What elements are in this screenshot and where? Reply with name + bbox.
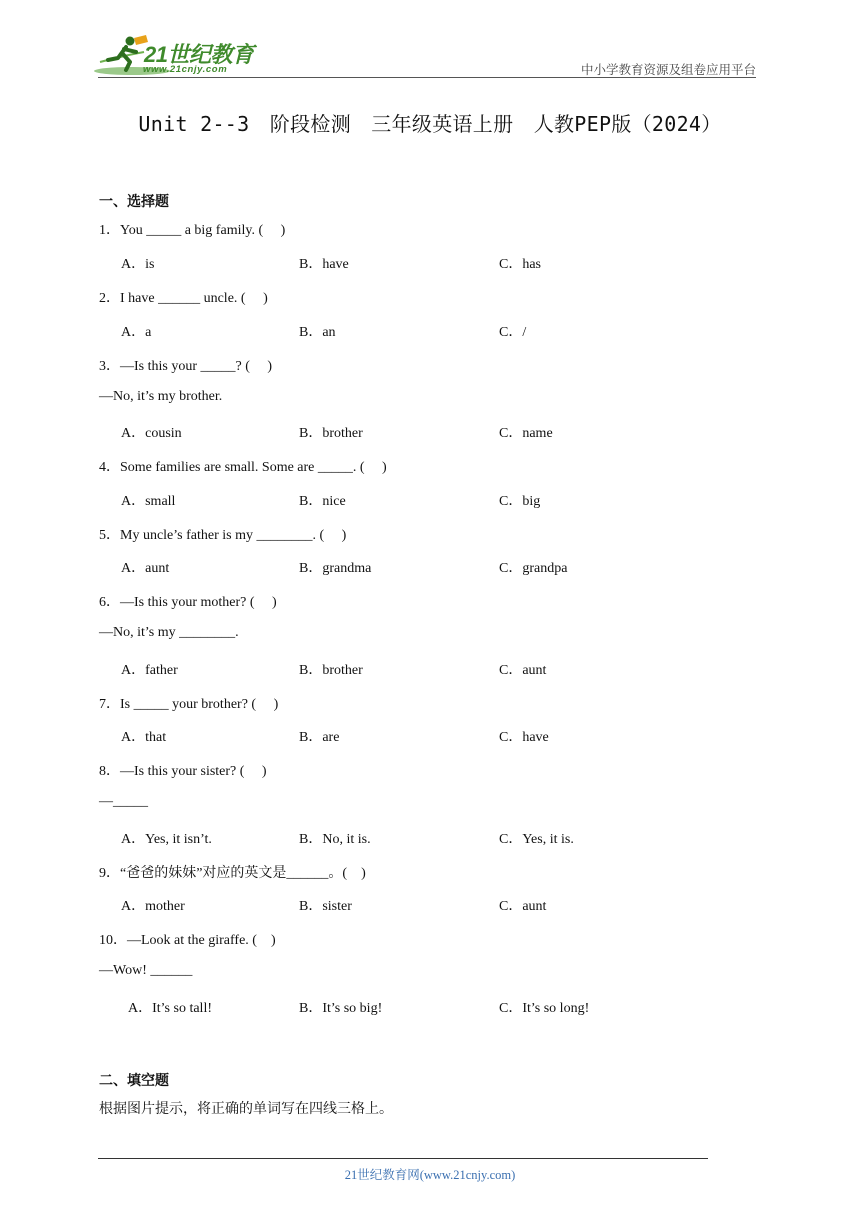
question-6-option-a[interactable]: A．father xyxy=(121,663,178,678)
section-heading-fill-blank: 二、填空题 xyxy=(99,1073,169,1089)
section-2-instruction: 根据图片提示，将正确的单词写在四线三格上。 xyxy=(99,1102,393,1117)
question-6-stem: 6．—Is this your mother? ( ) xyxy=(99,595,277,610)
question-2-option-b[interactable]: B．an xyxy=(299,325,336,340)
footer-link[interactable]: 21世纪教育网(www.21cnjy.com) xyxy=(344,1168,516,1182)
question-3-option-c[interactable]: C．name xyxy=(499,426,553,441)
logo-url: www.21cnjy.com xyxy=(143,64,228,75)
question-3-answer-line: —No, it’s my brother. xyxy=(99,389,223,404)
section-heading-choice: 一、选择题 xyxy=(99,194,169,210)
footer-divider xyxy=(98,1158,708,1159)
question-8-option-c[interactable]: C．Yes, it is. xyxy=(499,832,574,847)
question-2-option-c[interactable]: C．/ xyxy=(499,325,527,340)
question-9-stem: 9．“爸爸的妹妹”对应的英文是______。( ) xyxy=(99,866,366,881)
question-10-answer-line: —Wow! ______ xyxy=(99,963,193,978)
question-10-stem: 10．—Look at the giraffe. ( ) xyxy=(99,933,276,948)
question-2-stem: 2．I have ______ uncle. ( ) xyxy=(99,291,268,306)
question-6-option-c[interactable]: C．aunt xyxy=(499,663,547,678)
question-7-stem: 7．Is _____ your brother? ( ) xyxy=(99,697,279,712)
question-10-option-c[interactable]: C．It’s so long! xyxy=(499,1001,590,1016)
question-8-answer-line: —_____ xyxy=(99,794,148,809)
question-7-option-a[interactable]: A．that xyxy=(121,730,167,745)
question-3-stem: 3．—Is this your _____? ( ) xyxy=(99,359,273,374)
question-1-option-b[interactable]: B．have xyxy=(299,257,349,272)
question-5-option-c[interactable]: C．grandpa xyxy=(499,561,568,576)
question-1-stem: 1．You _____ a big family. ( ) xyxy=(99,223,286,238)
question-6-answer-line: —No, it’s my ________. xyxy=(99,625,239,640)
question-5-stem: 5．My uncle’s father is my ________. ( ) xyxy=(99,528,347,543)
page-title: Unit 2--3 阶段检测 三年级英语上册 人教PEP版（2024） xyxy=(138,112,722,136)
question-3-option-a[interactable]: A．cousin xyxy=(121,426,182,441)
question-5-option-a[interactable]: A．aunt xyxy=(121,561,170,576)
question-10-option-a[interactable]: A．It’s so tall! xyxy=(128,1001,212,1016)
question-4-option-b[interactable]: B．nice xyxy=(299,494,346,509)
question-9-option-b[interactable]: B．sister xyxy=(299,899,352,914)
question-5-option-b[interactable]: B．grandma xyxy=(299,561,372,576)
question-1-option-a[interactable]: A．is xyxy=(121,257,155,272)
question-4-option-a[interactable]: A．small xyxy=(121,494,176,509)
question-2-option-a[interactable]: A．a xyxy=(121,325,152,340)
question-9-option-c[interactable]: C．aunt xyxy=(499,899,547,914)
question-8-stem: 8．—Is this your sister? ( ) xyxy=(99,764,267,779)
logo-text: 21世纪教育 xyxy=(144,42,254,67)
question-10-option-b[interactable]: B．It’s so big! xyxy=(299,1001,383,1016)
question-8-option-a[interactable]: A．Yes, it isn’t. xyxy=(121,832,212,847)
question-9-option-a[interactable]: A．mother xyxy=(121,899,185,914)
question-8-option-b[interactable]: B．No, it is. xyxy=(299,832,371,847)
question-7-option-c[interactable]: C．have xyxy=(499,730,549,745)
question-7-option-b[interactable]: B．are xyxy=(299,730,340,745)
question-1-option-c[interactable]: C．has xyxy=(499,257,541,272)
question-6-option-b[interactable]: B．brother xyxy=(299,663,363,678)
question-4-stem: 4．Some families are small. Some are _____. ( ) xyxy=(99,460,387,475)
header-divider xyxy=(98,77,756,78)
header-tagline: 中小学教育资源及组卷应用平台 xyxy=(580,63,756,77)
page-header xyxy=(0,0,860,90)
question-3-option-b[interactable]: B．brother xyxy=(299,426,363,441)
question-4-option-c[interactable]: C．big xyxy=(499,494,541,509)
